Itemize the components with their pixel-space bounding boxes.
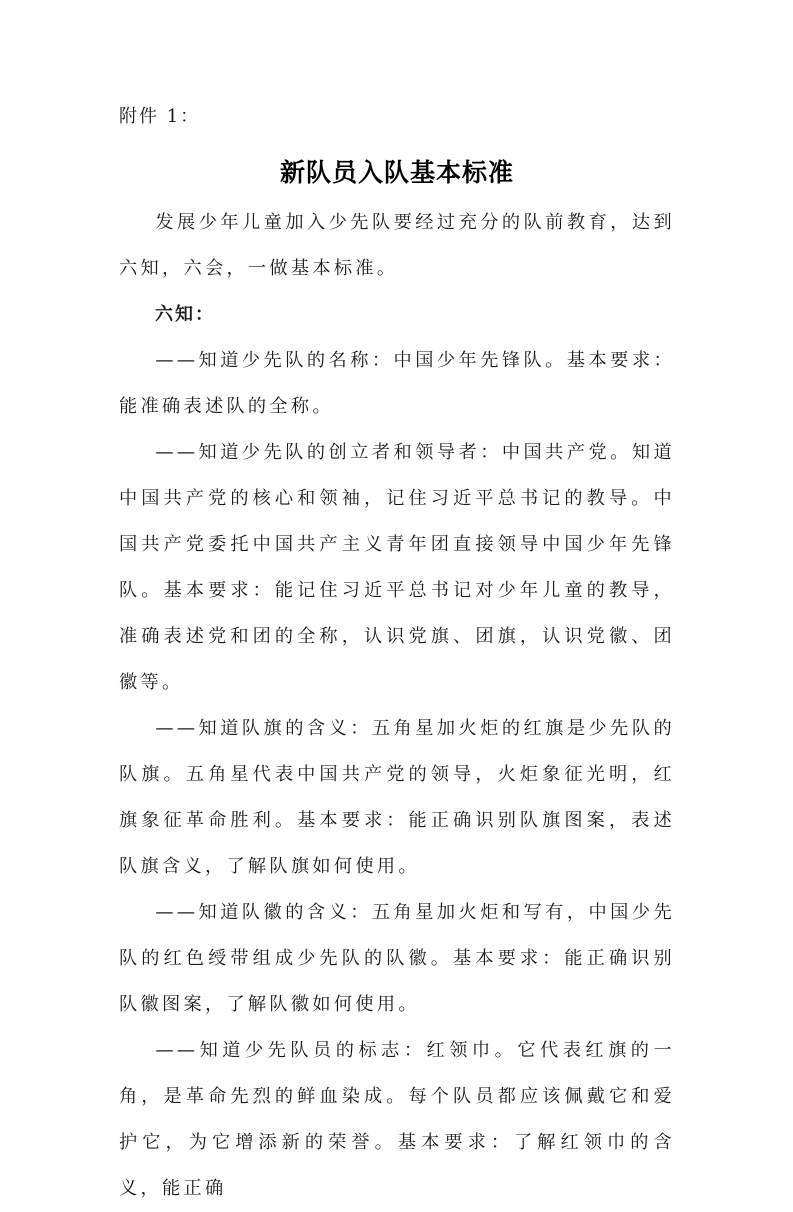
intro-paragraph: 发展少年儿童加入少先队要经过充分的队前教育，达到六知，六会，一做基本标准。 xyxy=(119,212,675,279)
attachment-label: 附件 1： xyxy=(119,106,201,127)
list-item: ——知道少先队的创立者和领导者：中国共产党。知道中国共产党的核心和领袖，记住习近平总书记的教导。中国共产党委托中国共产主义青年团直接领导中国少年先锋队。基本要求：能记住习近平总书记对少年儿童的教导，准确表述党和团的全称，认识党旗、团旗，认识党徽、团徽等。 xyxy=(119,442,675,693)
list-item: ——知道队旗的含义：五角星加火炬的红旗是少先队的队旗。五角星代表中国共产党的领导，火炬象征光明，红旗象征革命胜利。基本要求：能正确识别队旗图案，表述队旗含义，了解队旗如何使用。 xyxy=(119,718,675,877)
list-item: ——知道队徽的含义：五角星加火炬和写有，中国少先队的红色绶带组成少先队的队徽。基本要求：能正确识别队徽图案，了解队徽如何使用。 xyxy=(119,902,675,1015)
section-heading: 六知： xyxy=(155,304,215,325)
document-body xyxy=(119,100,675,1212)
list-item: ——知道少先队员的标志：红领巾。它代表红旗的一角，是革命先烈的鲜血染成。每个队员都应该佩戴它和爱护它，为它增添新的荣誉。基本要求：了解红领巾的含义，能正确 xyxy=(119,1040,675,1199)
list-item: ——知道少先队的名称：中国少年先锋队。基本要求：能准确表述队的全称。 xyxy=(119,350,675,417)
document-title: 新队员入队基本标准 xyxy=(279,158,514,187)
